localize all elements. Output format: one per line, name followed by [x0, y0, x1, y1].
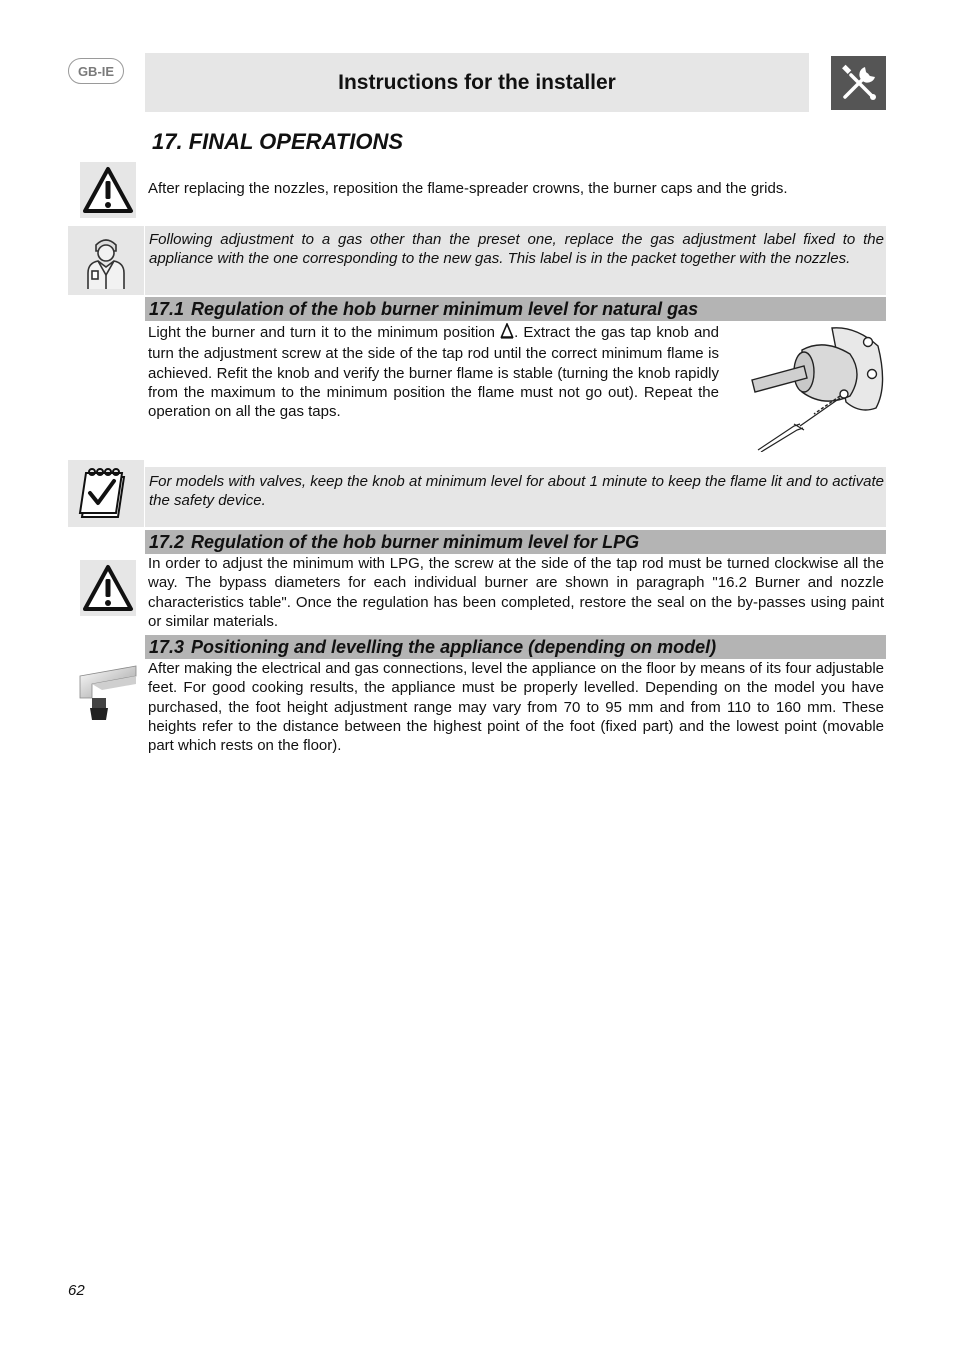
- s17-2-body: In order to adjust the minimum with LPG, the screw at the side of the tap rod must be turned clockwise all the way. The bypass diameters for each individual burner are shown in paragraph "16.2 Burner and nozzle characteristics table". Once the regulation has been completed, restore the seal on the by-passes using paint or similar materials.: [148, 555, 884, 630]
- subsection-number: 17.3: [149, 636, 185, 657]
- subsection-number: 17.2: [149, 531, 185, 552]
- subsection-heading-17-2: [145, 530, 886, 554]
- subsection-heading-17-1: [145, 297, 886, 321]
- warning-icon-cell: [80, 560, 136, 616]
- warning-triangle-icon: [82, 166, 134, 214]
- subsection-title: Positioning and levelling the appliance (depending on model): [191, 636, 717, 657]
- header-bar: [145, 53, 809, 112]
- warning-note-text: After replacing the nozzles, reposition the flame-spreader crowns, the burner caps and the grids.: [148, 180, 788, 197]
- gas-tap-screwdriver-icon: [748, 324, 886, 452]
- warning-icon-cell: [80, 162, 136, 218]
- adjustable-foot-icon: [78, 662, 138, 724]
- s17-1-text-part2: . Extract the gas tap knob and turn the adjustment screw at the side of the tap rod until the correct minimum flame is achieved. Refit the knob and verify the burner flame is stable (turning the knob rapidly from the maximum to the minimum position the flame must not go out). Repeat the operation on all the gas taps.: [148, 324, 719, 421]
- subsection-heading-17-3: [145, 635, 886, 659]
- s17-1-text-part1: Light the burner and turn it to the minimum position: [148, 324, 495, 341]
- wrench-screwdriver-icon: [831, 56, 886, 110]
- notebook-checkmark-icon: [78, 467, 134, 521]
- minimum-flame-icon: [500, 323, 514, 344]
- technician-note-box: [145, 226, 886, 295]
- warning-triangle-icon: [82, 564, 134, 612]
- s17-1-body: [148, 323, 719, 421]
- page-number: 62: [68, 1282, 85, 1299]
- section-title: 17. FINAL OPERATIONS: [152, 129, 404, 154]
- technician-icon: [78, 231, 134, 291]
- s17-3-body: After making the electrical and gas connections, level the appliance on the floor by means of its four adjustable feet. For good cooking results, the appliance must be properly levelled. Depending on the model you have purchased, the foot height adjustment range may vary from 70 to 95 mm and from 110 to 160 mm. These heights refer to the distance between the highest point of the foot (fixed part) and the lowest point (movable part which rests on the floor).: [148, 660, 884, 755]
- valves-note-text: For models with valves, keep the knob at minimum level for about 1 minute to keep the flame lit and to activate the safety device.: [149, 473, 884, 510]
- valves-note-box: [145, 467, 886, 527]
- technician-note-text: Following adjustment to a gas other than the preset one, replace the gas adjustment label fixed to the appliance with the one corresponding to the new gas. This label is in the packet together with the nozzles.: [149, 231, 884, 268]
- notebook-icon-cell: [68, 460, 144, 527]
- technician-icon-cell: [68, 226, 144, 295]
- subsection-title: Regulation of the hob burner minimum level for LPG: [191, 531, 640, 552]
- language-badge: GB-IE: [68, 58, 124, 84]
- subsection-number: 17.1: [149, 298, 185, 319]
- header-title: Instructions for the installer: [338, 70, 616, 94]
- subsection-title: Regulation of the hob burner minimum level for natural gas: [191, 298, 699, 319]
